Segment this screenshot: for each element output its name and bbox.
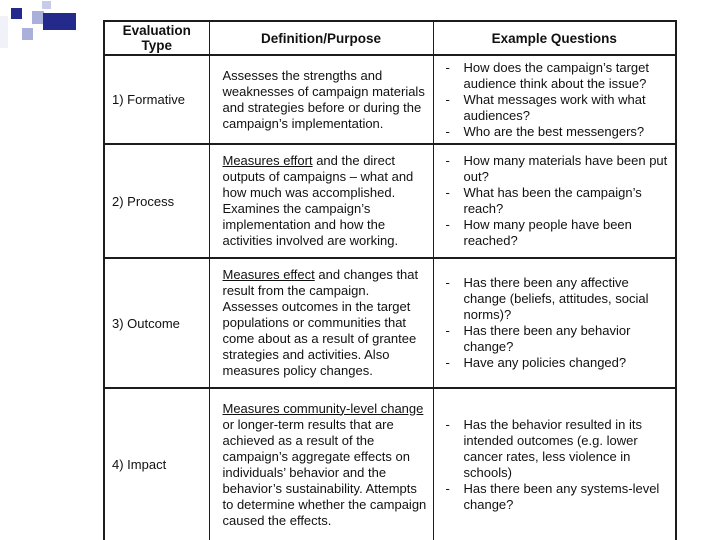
definition-cell	[209, 144, 433, 258]
questions-cell	[433, 388, 676, 540]
question-item	[436, 355, 674, 371]
question-text: Who are the best messengers?	[463, 123, 645, 139]
question-item	[436, 323, 674, 355]
bullet-dash: -	[445, 185, 450, 200]
question-item	[436, 417, 674, 481]
definition-text: and changes that result from the campaign. Assesses outcomes in the target populations or communities that come about as a result of grantee strategies and activities. Also measures policy changes.	[222, 267, 419, 378]
definition-text: or longer-term results that are achieved as a result of the campaign’s aggregate effects on individuals’ behavior and the behavior’s sustainability. Attempts to determine whether the campaign caused the effects.	[222, 416, 427, 528]
question-text: Has the behavior resulted in its intended outcomes (e.g. lower cancer rates, less violence in schools)	[463, 416, 642, 480]
questions-cell	[433, 144, 676, 258]
decor-square-light	[42, 1, 51, 9]
bullet-dash: -	[445, 123, 450, 139]
evaluation-types-table	[103, 20, 677, 540]
header-example-questions: Example Questions	[433, 21, 676, 55]
table-row	[104, 144, 676, 258]
bullet-dash: -	[445, 217, 450, 232]
definition-text: and the direct outputs of campaigns – what and how much was accomplished. Examines the campaign’s implementation and how the activities involved are working.	[222, 153, 414, 248]
evaluation-type-label: 3) Outcome	[112, 315, 180, 331]
evaluation-type-cell	[104, 55, 209, 144]
evaluation-type-label: 2) Process	[112, 193, 175, 209]
question-text: What has been the campaign’s reach?	[463, 185, 642, 216]
question-text: Have any policies changed?	[463, 355, 627, 370]
table-row	[104, 388, 676, 540]
bullet-dash: -	[445, 91, 450, 107]
evaluation-type-cell	[104, 388, 209, 540]
definition-cell	[209, 55, 433, 144]
table-row	[104, 258, 676, 388]
question-item	[436, 153, 674, 185]
question-item	[436, 185, 674, 217]
decor-rect-navy	[43, 13, 76, 30]
question-item	[436, 275, 674, 323]
bullet-dash: -	[445, 59, 450, 75]
decor-square-navy	[11, 8, 22, 19]
question-text: Has there been any systems-level change?	[463, 480, 660, 512]
header-evaluation-type: Evaluation Type	[104, 21, 209, 55]
evaluation-type-cell	[104, 144, 209, 258]
question-item	[436, 217, 674, 249]
question-text: How does the campaign’s target audience think about the issue?	[463, 59, 649, 91]
question-item	[436, 60, 674, 92]
question-item	[436, 481, 674, 513]
question-text: Has there been any behavior change?	[463, 323, 631, 354]
question-item	[436, 124, 674, 140]
corner-decoration	[0, 0, 100, 60]
decor-square-lavender-2	[22, 28, 33, 40]
question-item	[436, 92, 674, 124]
underlined-phrase: Measures effort	[222, 153, 313, 168]
questions-cell	[433, 55, 676, 144]
question-text: Has there been any affective change (beliefs, attitudes, social norms)?	[463, 275, 649, 322]
table-row	[104, 55, 676, 144]
questions-cell	[433, 258, 676, 388]
bullet-dash: -	[445, 355, 450, 370]
question-text: What messages work with what audiences?	[463, 91, 646, 123]
table-body	[104, 55, 676, 540]
definition-text: Assesses the strengths and weaknesses of campaign materials and strategies before or during the campaign’s implementation.	[222, 67, 425, 131]
underlined-phrase: Measures community-level change	[222, 400, 424, 416]
decor-strip	[0, 16, 8, 48]
bullet-dash: -	[445, 416, 450, 432]
definition-cell	[209, 258, 433, 388]
question-text: How many materials have been put out?	[463, 153, 668, 184]
evaluation-type-label: 4) Impact	[112, 457, 167, 472]
evaluation-type-cell	[104, 258, 209, 388]
bullet-dash: -	[445, 153, 450, 168]
bullet-dash: -	[445, 275, 450, 290]
header-definition-purpose: Definition/Purpose	[209, 21, 433, 55]
header-row	[104, 21, 676, 55]
evaluation-type-label: 1) Formative	[112, 92, 185, 107]
bullet-dash: -	[445, 480, 450, 496]
question-text: How many people have been reached?	[463, 217, 632, 248]
bullet-dash: -	[445, 323, 450, 338]
underlined-phrase: Measures effect	[222, 267, 315, 282]
definition-cell	[209, 388, 433, 540]
